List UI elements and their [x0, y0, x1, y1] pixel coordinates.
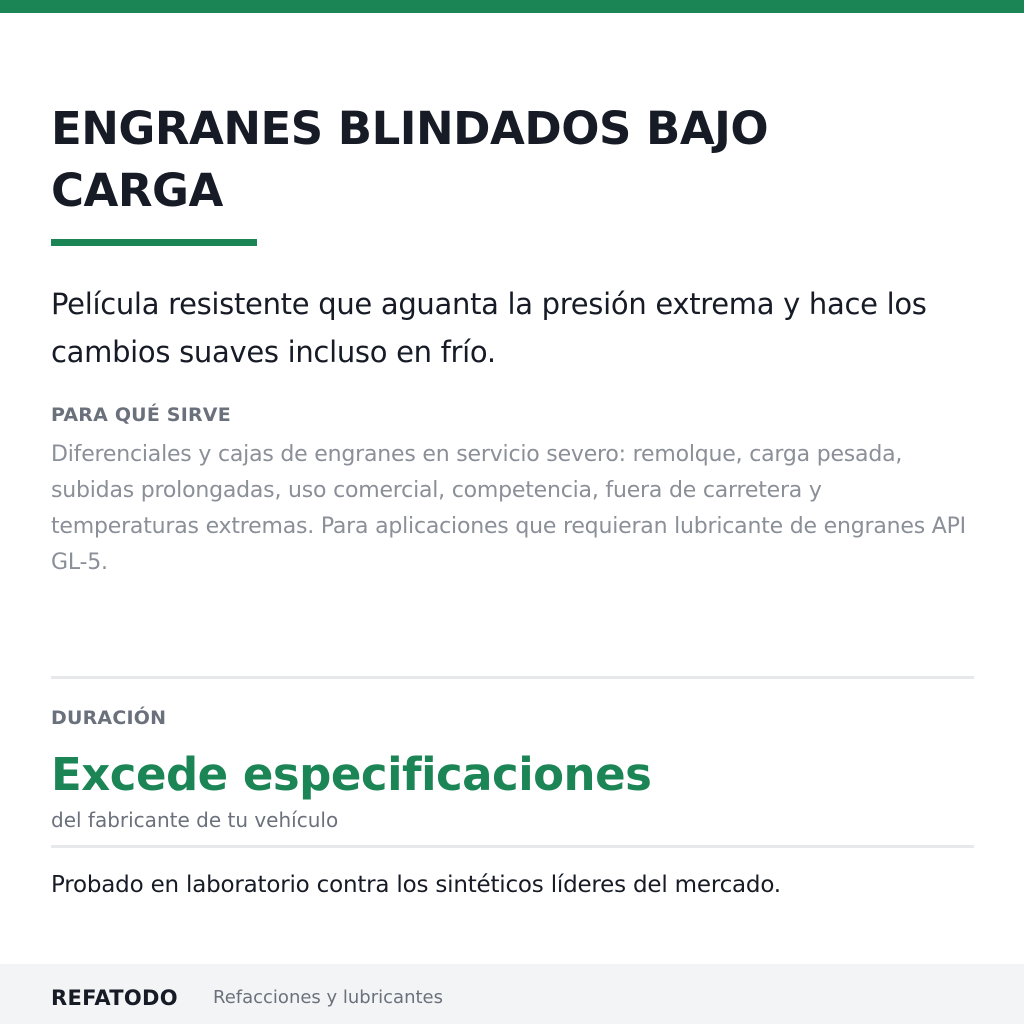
duration-value: Excede especificaciones — [51, 748, 652, 801]
usage-label: PARA QUÉ SIRVE — [51, 404, 231, 426]
title-underline — [51, 239, 257, 246]
divider — [51, 676, 974, 679]
brand-name: REFATODO — [51, 986, 178, 1010]
usage-text: Diferenciales y cajas de engranes en servicio severo: remolque, carga pesada, subidas prolongadas, uso comercial, competencia, fuera de carretera y temperaturas extremas. Para aplicaciones que requieran lubricante de engranes API GL-5. — [51, 442, 966, 575]
divider — [51, 845, 974, 848]
duration-label: DURACIÓN — [51, 707, 167, 729]
top-accent-bar — [0, 0, 1024, 13]
duration-note: del fabricante de tu vehículo — [51, 808, 339, 832]
footer — [0, 964, 1024, 1024]
page-subtitle: Película resistente que aguanta la presión extrema y hace los cambios suaves incluso en frío. — [51, 287, 927, 369]
page-title: ENGRANES BLINDADOS BAJO CARGA — [51, 102, 769, 217]
brand-tagline: Refacciones y lubricantes — [213, 987, 443, 1008]
lab-test-note: Probado en laboratorio contra los sintéticos líderes del mercado. — [51, 872, 781, 898]
